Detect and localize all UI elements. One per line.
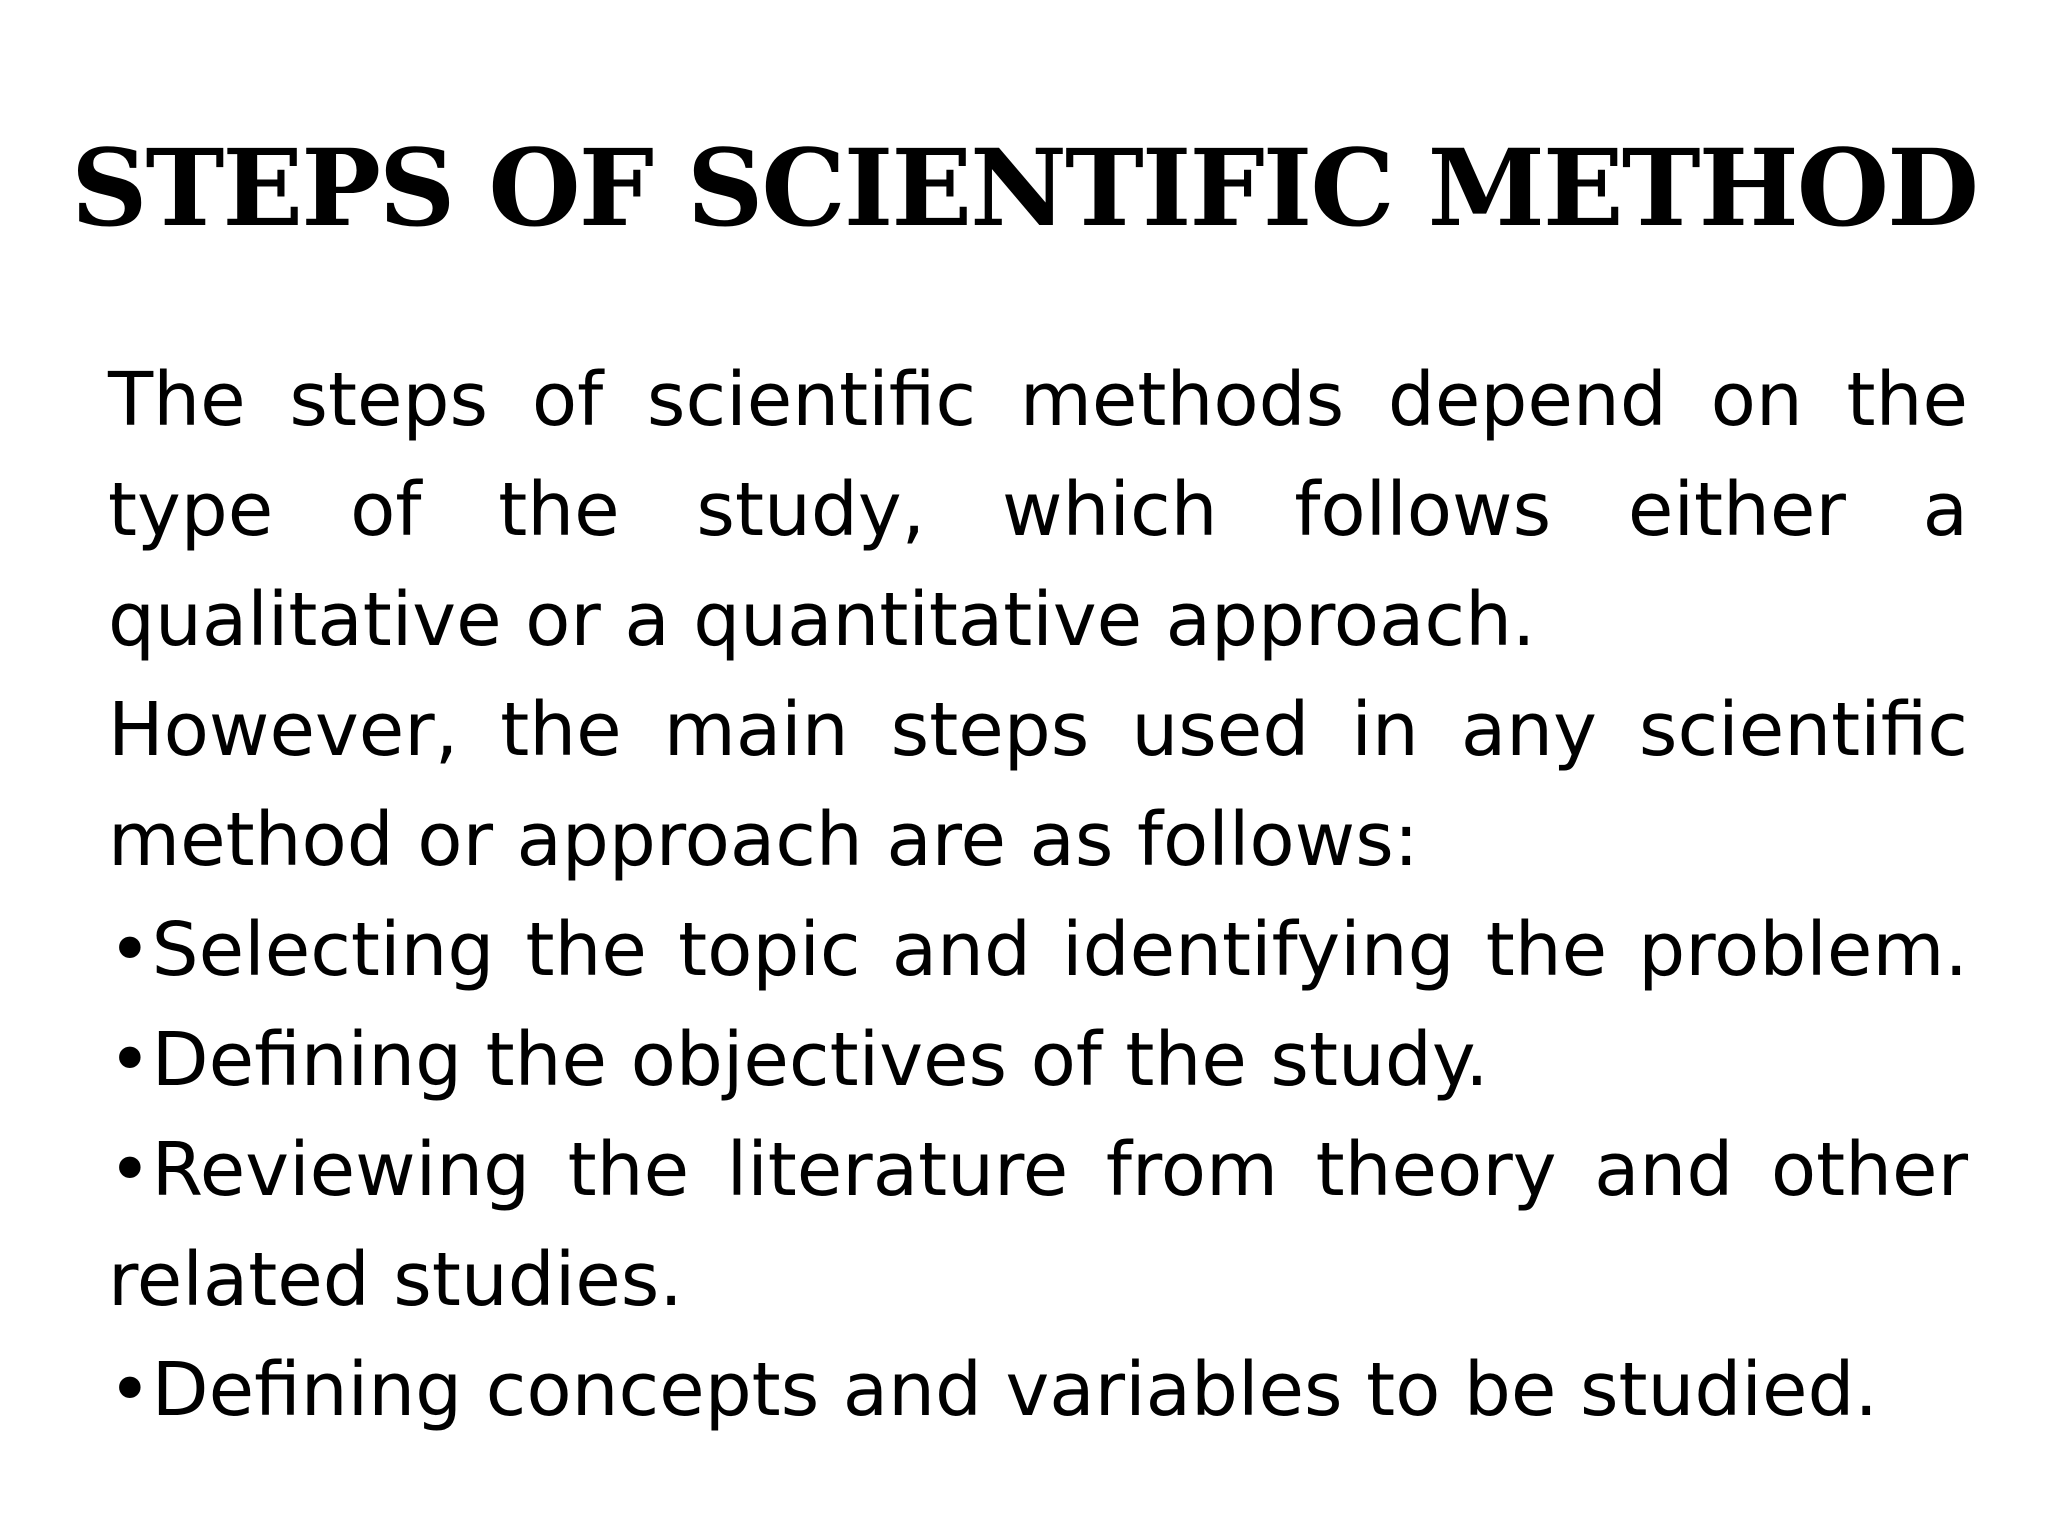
list-item-text: Selecting the topic and identifying the problem. (151, 907, 1968, 993)
bullet-glyph: • (108, 1127, 152, 1213)
list-item-text: Reviewing the literature from theory and other related studies. (108, 1127, 1968, 1323)
list-item (108, 1335, 1968, 1445)
list-item (108, 895, 1968, 1005)
list-item-text: Defining the objectives of the study. (151, 1017, 1489, 1103)
slide-title: STEPS OF SCIENTIFIC METHOD (70, 125, 1978, 250)
intro-paragraph: The steps of scientific methods depend on the type of the study, which follows either a qualitative or a quantitative approach. (108, 357, 1968, 663)
list-item-text: Defining concepts and variables to be studied. (151, 1347, 1878, 1433)
bullet-glyph: • (108, 1347, 152, 1433)
slide-body (108, 345, 1968, 1445)
list-item (108, 1005, 1968, 1115)
steps-list (108, 895, 1968, 1445)
bullet-glyph: • (108, 1017, 152, 1103)
bullet-glyph: • (108, 907, 152, 993)
steps-lead-paragraph: However, the main steps used in any scientific method or approach are as follows: (108, 687, 1968, 883)
list-item (108, 1115, 1968, 1335)
